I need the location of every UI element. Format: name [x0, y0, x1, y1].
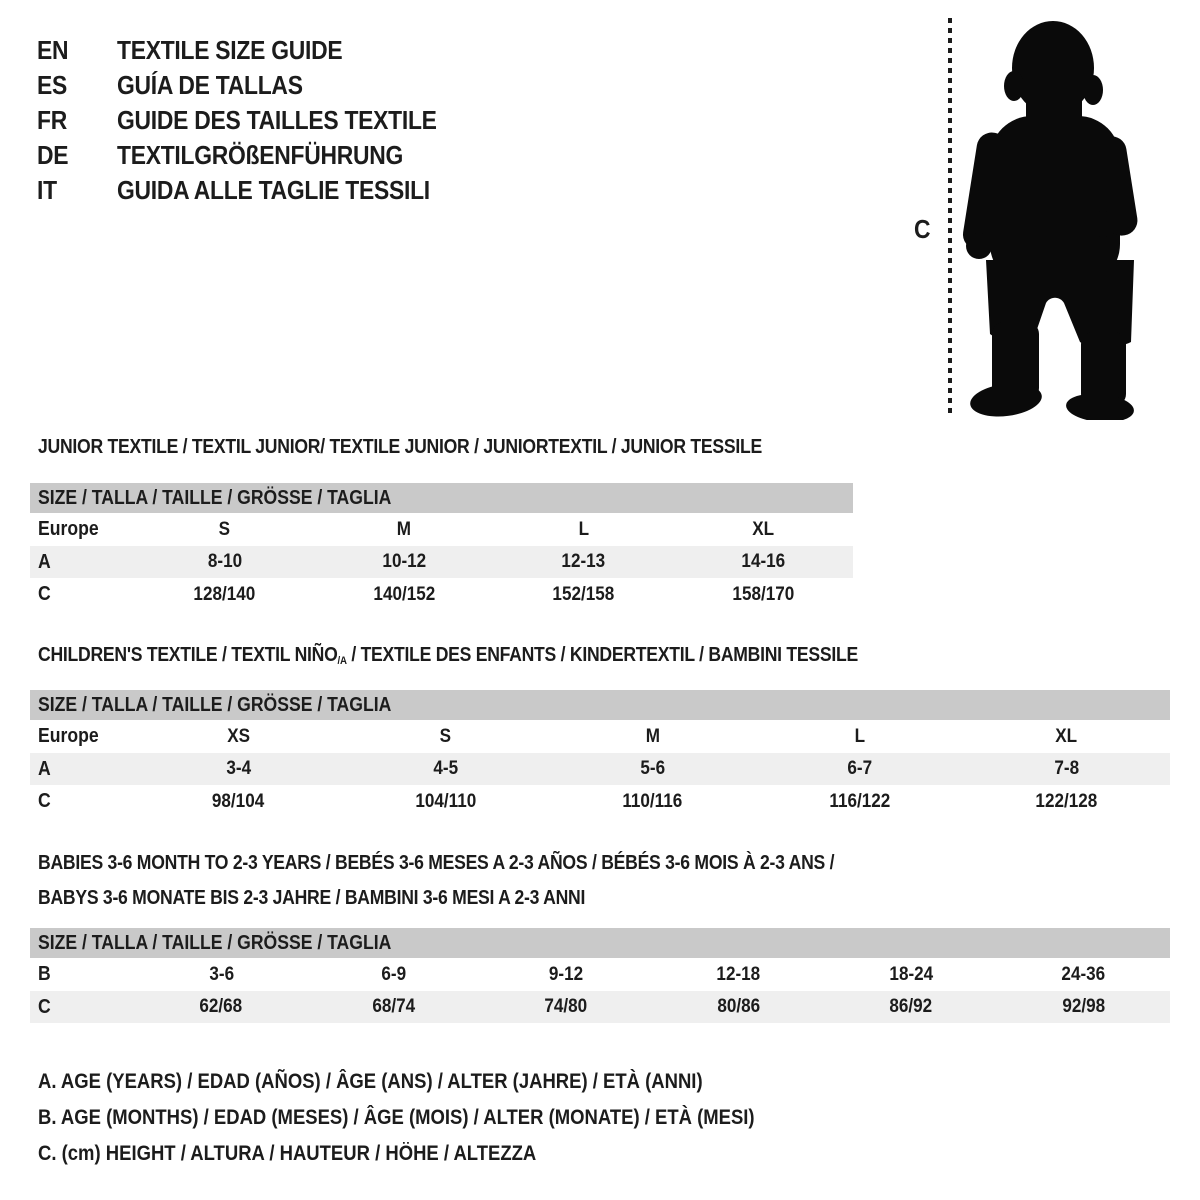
note-text: A. AGE (YEARS) / EDAD (AÑOS) / ÂGE (ANS) / ALTER (JAHRE) / ETÀ (ANNI)	[38, 1070, 703, 1093]
row-label: C	[38, 790, 51, 812]
size-header-text: SIZE / TALLA / TAILLE / GRÖSSE / TAGLIA	[38, 486, 392, 509]
size-col-header: M	[645, 725, 660, 747]
row-label: A	[38, 550, 51, 573]
table-cell: 98/104	[212, 790, 265, 812]
size-col-header: S	[219, 518, 231, 540]
children-size-table	[30, 690, 1170, 818]
table-cell: 152/158	[552, 583, 615, 605]
table-cell: 92/98	[1062, 996, 1106, 1017]
row-label: B	[38, 963, 51, 985]
language-code: FR	[37, 105, 67, 135]
size-header-text: SIZE / TALLA / TAILLE / GRÖSSE / TAGLIA	[38, 931, 392, 954]
table-cell: 74/80	[544, 996, 588, 1017]
size-header-bar	[30, 483, 853, 513]
children-column-header-row	[30, 720, 1170, 753]
junior-column-header-row	[30, 513, 853, 546]
babies-section-title	[38, 846, 943, 916]
language-code: IT	[37, 175, 57, 205]
size-col-header: XL	[1055, 725, 1078, 747]
language-code: DE	[37, 140, 69, 170]
note-age-years	[38, 1064, 852, 1100]
children-section-title	[38, 641, 970, 669]
language-row-es	[37, 68, 480, 103]
size-col-header: XL	[752, 518, 775, 540]
note-text: C. (cm) HEIGHT / ALTURA / HAUTEUR / HÖHE / ALTEZZA	[38, 1142, 537, 1165]
children-title-pre: CHILDREN'S TEXTILE / TEXTIL NIÑO	[38, 644, 338, 666]
babies-title-line1: BABIES 3-6 MONTH TO 2-3 YEARS / BEBÉS 3-6 MESES A 2-3 AÑOS / BÉBÉS 3-6 MOIS À 2-3 ANS /	[38, 852, 835, 874]
note-height-cm	[38, 1136, 852, 1172]
babies-months-row	[30, 958, 1170, 991]
table-cell: 3-6	[208, 963, 234, 985]
table-cell: 10-12	[382, 551, 427, 572]
height-measure-label	[914, 214, 933, 245]
babies-size-table	[30, 928, 1170, 1023]
guide-title-fr: GUIDE DES TAILLES TEXTILE	[117, 105, 437, 135]
table-cell: 3-4	[226, 758, 251, 779]
region-label: Europe	[38, 518, 99, 540]
table-cell: 6-9	[381, 963, 407, 985]
table-cell: 9-12	[549, 963, 584, 985]
table-cell: 116/122	[829, 790, 890, 812]
table-cell: 122/128	[1035, 790, 1098, 812]
measure-letter: C	[914, 214, 931, 244]
legend-notes	[38, 1064, 852, 1172]
guide-title-de: TEXTILGRÖßENFÜHRUNG	[117, 140, 404, 170]
children-title-sub: /A	[337, 654, 347, 667]
table-cell: 68/74	[372, 996, 416, 1017]
size-header-bar	[30, 928, 1170, 958]
babies-height-row	[30, 991, 1170, 1023]
table-cell: 128/140	[193, 583, 256, 605]
language-row-fr	[37, 103, 480, 138]
size-col-header: L	[854, 725, 865, 747]
children-title-post: / TEXTILE DES ENFANTS / KINDERTEXTIL / BAMBINI TESSILE	[346, 644, 858, 666]
table-cell: 62/68	[199, 996, 243, 1017]
language-row-it	[37, 173, 480, 208]
table-cell: 80/86	[717, 996, 761, 1017]
table-cell: 140/152	[373, 583, 436, 605]
toddler-silhouette-icon	[950, 10, 1150, 425]
language-code: ES	[37, 70, 68, 100]
size-col-header: S	[439, 725, 452, 747]
table-cell: 12-18	[716, 963, 761, 985]
region-label: Europe	[38, 725, 99, 747]
children-height-row	[30, 785, 1170, 818]
table-cell: 110/116	[622, 790, 683, 812]
size-col-header: XS	[227, 725, 250, 747]
note-age-months	[38, 1100, 852, 1136]
language-title-list	[37, 33, 480, 208]
junior-height-row	[30, 578, 853, 611]
children-title-text	[38, 641, 858, 672]
row-label: C	[38, 995, 51, 1018]
note-text: B. AGE (MONTHS) / EDAD (MESES) / ÂGE (MOIS) / ALTER (MONATE) / ETÀ (MESI)	[38, 1106, 755, 1129]
table-cell: 86/92	[889, 996, 933, 1017]
table-cell: 4-5	[433, 758, 458, 779]
junior-age-row	[30, 546, 853, 578]
table-cell: 7-8	[1054, 758, 1079, 779]
size-col-header: M	[397, 518, 412, 540]
junior-section-title	[38, 433, 861, 461]
language-row-de	[37, 138, 480, 173]
junior-title-text: JUNIOR TEXTILE / TEXTIL JUNIOR/ TEXTILE JUNIOR / JUNIORTEXTIL / JUNIOR TESSILE	[38, 436, 762, 458]
table-cell: 104/110	[415, 790, 476, 812]
size-header-text: SIZE / TALLA / TAILLE / GRÖSSE / TAGLIA	[38, 693, 392, 716]
guide-title-it: GUIDA ALLE TAGLIE TESSILI	[117, 175, 430, 205]
row-label: C	[38, 583, 51, 605]
table-cell: 6-7	[847, 758, 872, 779]
table-cell: 14-16	[741, 551, 786, 572]
size-col-header: L	[578, 518, 589, 540]
table-cell: 8-10	[207, 551, 242, 572]
table-cell: 158/170	[732, 583, 795, 605]
children-age-row	[30, 753, 1170, 785]
size-header-bar	[30, 690, 1170, 720]
table-cell: 18-24	[889, 963, 934, 985]
table-cell: 24-36	[1061, 963, 1106, 985]
table-cell: 5-6	[640, 758, 665, 779]
language-code: EN	[37, 35, 69, 65]
guide-title-es: GUÍA DE TALLAS	[117, 70, 303, 100]
babies-title-line2: BABYS 3-6 MONATE BIS 2-3 JAHRE / BAMBINI 3-6 MESI A 2-3 ANNI	[38, 887, 586, 909]
guide-title-en: TEXTILE SIZE GUIDE	[117, 35, 343, 65]
language-row-en	[37, 33, 480, 68]
table-cell: 12-13	[561, 551, 606, 572]
junior-size-table	[30, 483, 853, 611]
row-label: A	[38, 757, 51, 780]
